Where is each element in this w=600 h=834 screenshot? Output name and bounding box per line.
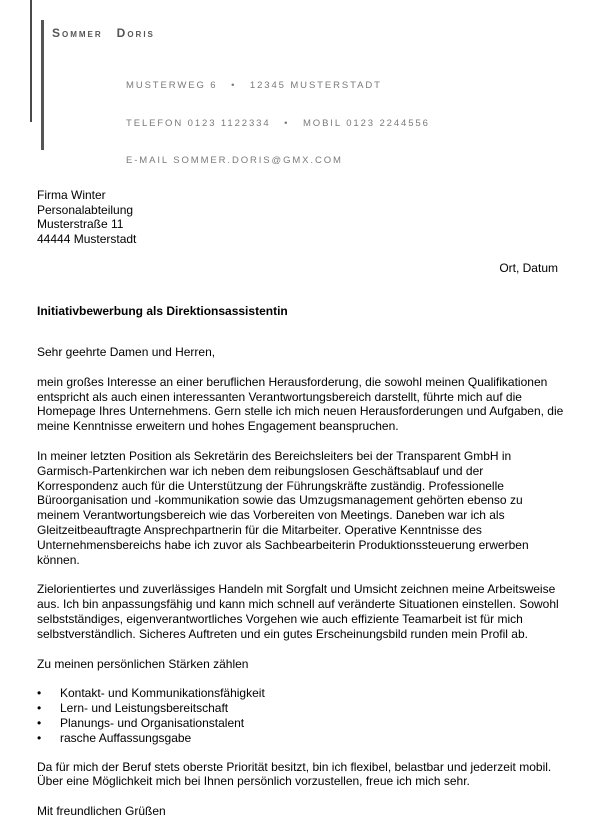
sender-last-name: Sommer — [52, 26, 103, 40]
recipient-city: 44444 Musterstadt — [37, 232, 137, 247]
recipient-street: Musterstraße 11 — [37, 217, 124, 232]
body-paragraph: mein großes Interesse an einer beruflichen Herausforderung, die sowohl meinen Qualifikationen entspricht als auch einen interessanten Verantwortungsbereich darstellt, führte mich auf die Homepage Ihres Unternehmens. Gern stelle ich mich neuen Herausforderungen und Aufgaben, die meine Kenntnisse erweitern und hohes Engagement beanspruchen. — [37, 374, 564, 434]
recipient-company: Firma Winter — [37, 188, 106, 202]
salutation: Sehr geehrte Damen und Herren, — [37, 345, 216, 359]
strengths-intro: Zu meinen persönlichen Stärken zählen — [37, 656, 249, 671]
strength-item: • Planungs- und Organisationstalent — [37, 716, 567, 731]
strength-item: • rasche Auffassungsgabe — [37, 731, 567, 746]
sender-first-name: Doris — [116, 26, 155, 40]
header-accent-bar-thin — [30, 0, 32, 122]
recipient-department: Personalabteilung — [37, 202, 134, 217]
letter-body — [37, 345, 567, 834]
sender-name — [52, 26, 169, 40]
letter-subject: Initiativbewerbung als Direktionsassistentin — [37, 304, 288, 318]
body-paragraph: Zielorientiertes und zuverlässiges Handeln mit Sorgfalt und Umsicht zeichnen meine Arbeitsweise aus. Ich bin anpassungsfähig und kann mich schnell auf veränderte Situationen einstellen. Sowohl selbstständiges, eigenverantwortliches Vorgehen wie auch effiziente Teamarbeit ist für mich selbstverständlich. Sicheres Auftreten und ein gutes Erscheinungsbild runden mein Profil ab. — [37, 582, 559, 641]
strength-item: • Lern- und Leistungsbereitschaft — [37, 701, 567, 716]
body-paragraph: In meiner letzten Position als Sekretärin des Bereichsleiters bei der Transparent GmbH in Garmisch-Partenkirchen war ich neben dem reibungslosen Geschäftsablauf und der Korrespondenz auch für die Unterstützung der Führungskräfte zuständig. Professionelle Büroorganisation und -kommunikation sowie das Umzugsmanagement gehörten ebenso zu meinem Verantwortungsbereich wie das Vorbereiten von Meetings. Daneben war ich als Gleitzeitbeauftragte Ansprechpartnerin für die Mitarbeiter. Operative Kenntnisse des Unternehmensbereichs habe ich zuvor als Sachbearbeiterin Produktionssteuerung erwerben können. — [37, 448, 529, 567]
sender-email-line: E-MAIL SOMMER.DORIS@GMX.COM — [126, 155, 343, 166]
closing-paragraph: Da für mich der Beruf stets oberste Priorität besitzt, bin ich flexibel, belastbar und jederzeit mobil. Über eine Möglichkeit mich bei Ihnen persönlich vorzustellen, freue ich mich sehr. — [37, 759, 552, 789]
strength-item: • Kontakt- und Kommunikationsfähigkeit — [37, 686, 567, 701]
strengths-list — [37, 686, 567, 745]
sender-phone-line: TELEFON 0123 1122334 • MOBIL 0123 2244556 — [126, 117, 430, 129]
closing-formula: Mit freundlichen Grüßen — [37, 804, 166, 819]
sender-contact-block — [126, 55, 430, 180]
letter-date: Ort, Datum — [499, 261, 558, 275]
recipient-address — [37, 188, 136, 247]
sender-address-line: MUSTERWEG 6 • 12345 MUSTERSTADT — [126, 80, 382, 91]
header-accent-bar-thick — [41, 20, 44, 150]
